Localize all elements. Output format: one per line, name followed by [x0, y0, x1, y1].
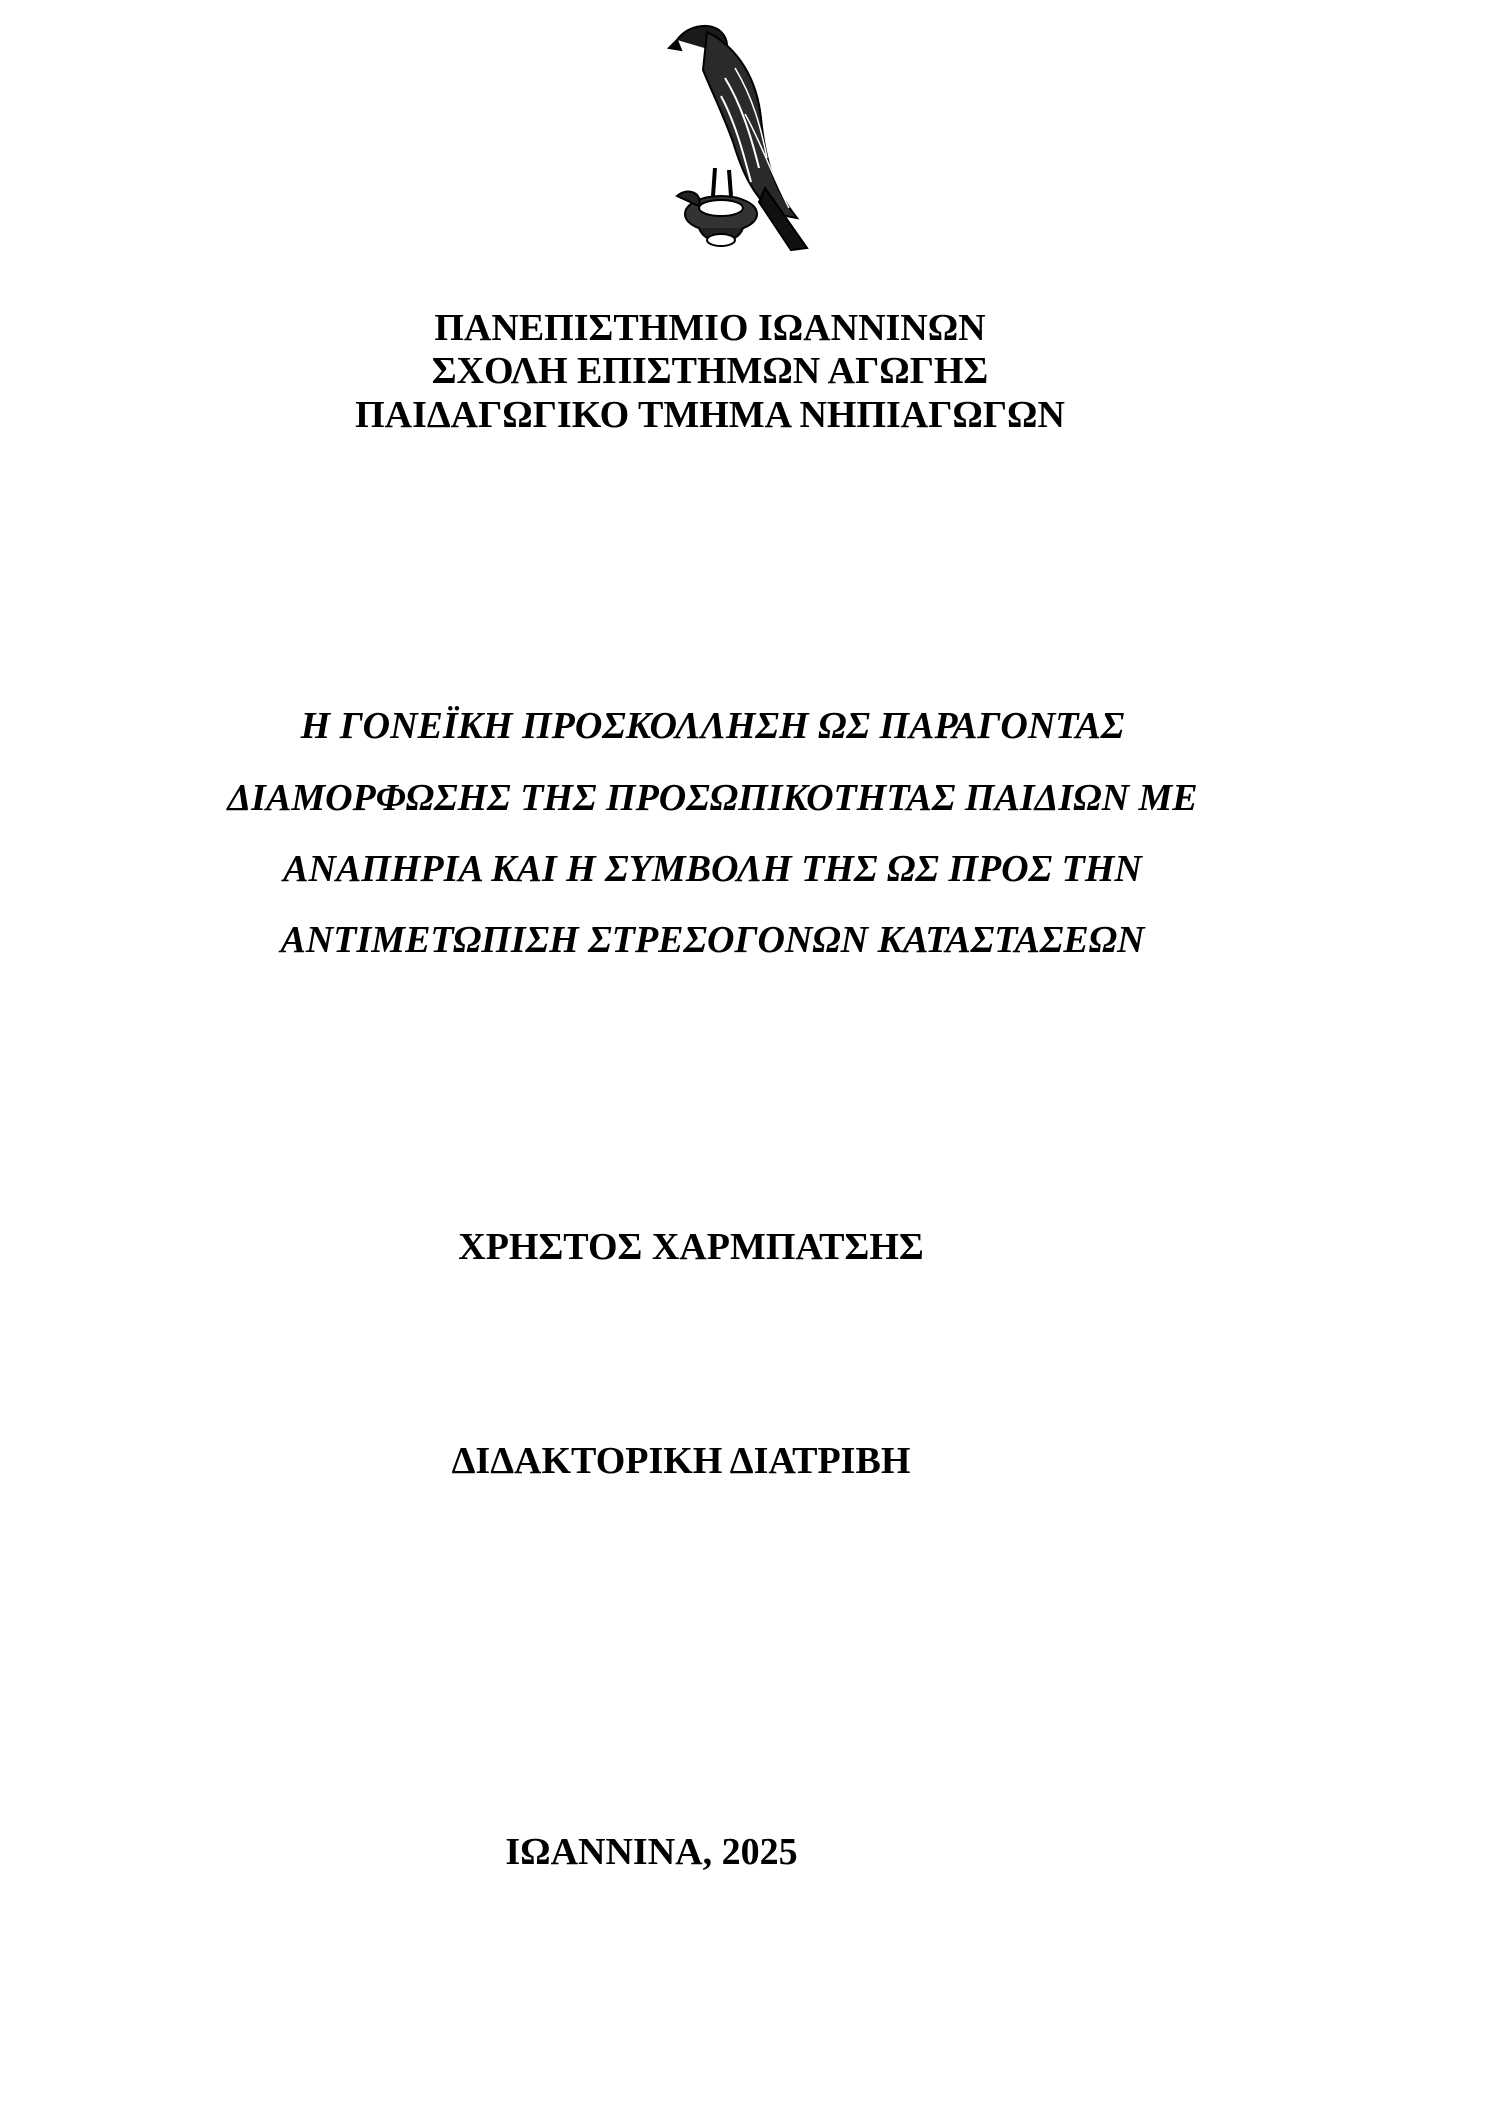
thesis-title-line: ΑΝΑΠΗΡΙΑ ΚΑΙ Η ΣΥΜΒΟΛΗ ΤΗΣ ΩΣ ΠΡΟΣ ΤΗΝ — [283, 848, 1142, 890]
thesis-title-line: ΔΙΑΜΟΡΦΩΣΗΣ ΤΗΣ ΠΡΟΣΩΠΙΚΟΤΗΤΑΣ ΠΑΙΔΙΩΝ ΜΕ — [227, 777, 1198, 819]
thesis-title-line: ΑΝΤΙΜΕΤΩΠΙΣΗ ΣΤΡΕΣΟΓΟΝΩΝ ΚΑΤΑΣΤΑΣΕΩΝ — [280, 919, 1145, 961]
department-name: ΠΑΙΔΑΓΩΓΙΚΟ ΤΜΗΜΑ ΝΗΠΙΑΓΩΓΩΝ — [355, 394, 1065, 436]
thesis-title-line: Η ΓΟΝΕΪΚΗ ΠΡΟΣΚΟΛΛΗΣΗ ΩΣ ΠΑΡΑΓΟΝΤΑΣ — [300, 705, 1125, 747]
place-and-date: ΙΩΑΝΝΙΝΑ, 2025 — [505, 1831, 798, 1873]
author-name: ΧΡΗΣΤΟΣ ΧΑΡΜΠΑΤΣΗΣ — [458, 1226, 924, 1268]
eagle-emblem-icon — [655, 18, 835, 258]
university-name: ΠΑΝΕΠΙΣΤΗΜΙΟ ΙΩΑΝΝΙΝΩΝ — [434, 307, 986, 349]
school-name: ΣΧΟΛΗ ΕΠΙΣΤΗΜΩΝ ΑΓΩΓΗΣ — [431, 350, 989, 392]
document-type: ΔΙΔΑΚΤΟΡΙΚΗ ΔΙΑΤΡΙΒΗ — [451, 1440, 911, 1482]
